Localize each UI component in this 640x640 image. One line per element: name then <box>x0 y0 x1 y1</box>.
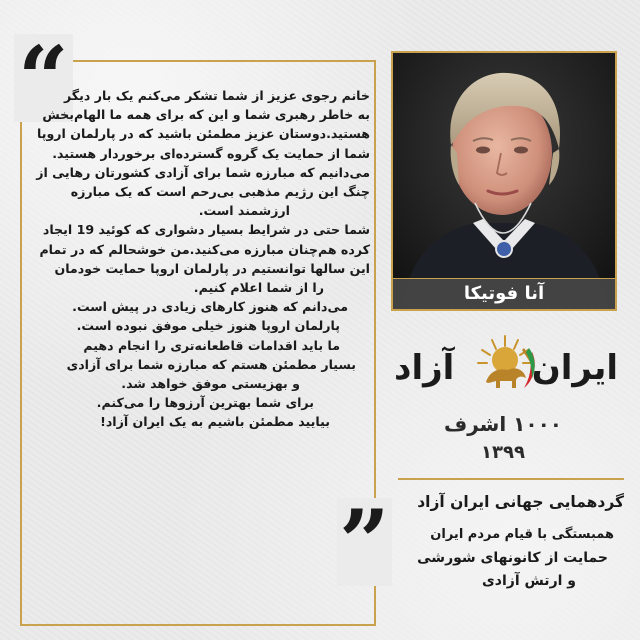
quote-line: بیایید مطمئن باشیم به یک ایران آزاد! <box>100 414 330 430</box>
iran-azad-logo <box>388 330 624 475</box>
quote-line: شما از حمایت یک گروه گسترده‌ای برخوردار هستید. <box>52 145 370 161</box>
event-line-support: حمایت از کانونهای شورشی <box>417 550 608 566</box>
quote-line: هستید.دوستان عزیز مطمئن باشید که در پارلمان اروپا <box>37 126 370 142</box>
close-quote-mark: ” <box>339 490 390 594</box>
event-line-army: و ارتش آزادی <box>481 573 576 589</box>
event-title: گردهمایی جهانی ایران آزاد <box>417 493 624 511</box>
speaker-name: آنا فوتیکا <box>393 278 615 309</box>
quote-line: این سالها توانستیم در پارلمان اروپا حمایت خودمان <box>54 260 370 276</box>
quote-line: می‌دانم که هنوز کارهای زیادی در پیش است. <box>72 299 348 315</box>
quote-line: ما باید اقدامات قاطعانه‌تری را انجام دهیم <box>83 337 340 353</box>
speaker-portrait <box>393 53 615 309</box>
quote-line: چنگ این رژیم مذهبی بی‌رحم است که یک مبارزه <box>70 184 370 200</box>
logo-word-azad: آزاد <box>394 348 455 388</box>
quote-line: کرده هم‌چنان مبارزه می‌کنید.من خوشحالم که در تمام <box>39 241 370 257</box>
quote-line: را از شما اعلام کنیم. <box>193 280 324 296</box>
quote-line: بسیار مطمئن هستم که مبارزه شما برای آزادی <box>66 356 356 372</box>
speaker-photo-frame <box>391 51 617 311</box>
quote-text <box>34 86 370 432</box>
quote-line: خانم رجوی عزیز از شما تشکر می‌کنم یک بار دیگر <box>63 88 370 103</box>
gold-divider <box>398 478 624 480</box>
event-info <box>388 490 624 592</box>
quote-line: پارلمان اروپا هنوز خیلی موفق نبوده است. <box>76 318 340 334</box>
logo-subtitle: ۱۰۰۰ اشرف <box>444 412 562 436</box>
quote-line: شما حتی در شرایط بسیار دشواری که کوئید 19 ایجاد <box>42 222 370 238</box>
open-quote-mark: “ <box>14 34 73 122</box>
quote-line: ارزشمند است. <box>198 203 290 219</box>
quote-line: می‌دانیم که مبارزه شما برای آزادی کشورتان رهایی از <box>36 164 370 180</box>
quote-line: به خاطر رهبری شما و این که برای همه ما الهام‌بخش <box>42 107 370 123</box>
quote-line: و بهزیستی موفق خواهد شد. <box>121 376 300 392</box>
event-line-solidarity: همبستگی با قیام مردم ایران <box>430 527 614 542</box>
logo-word-iran: ایران <box>531 348 618 388</box>
quote-line: برای شما بهترین آرزوها را می‌کنم. <box>96 395 314 411</box>
logo-year: ۱۳۹۹ <box>481 442 525 463</box>
